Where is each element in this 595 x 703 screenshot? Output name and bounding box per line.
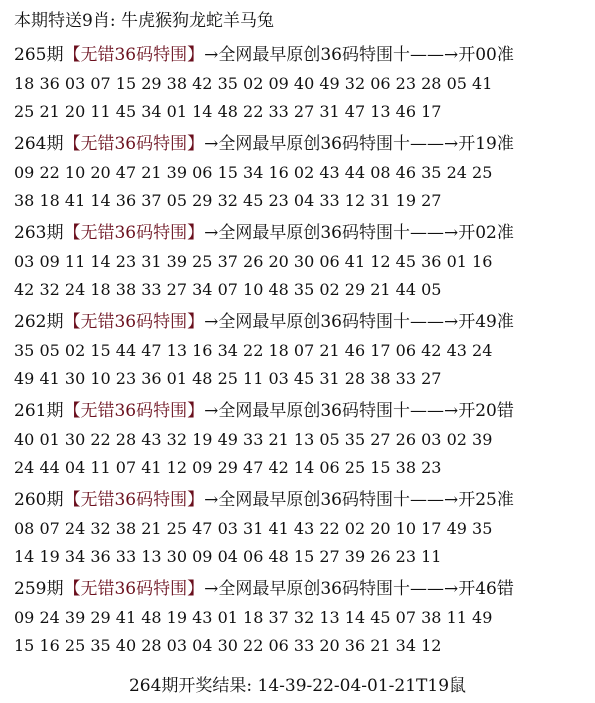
- period-id: 264期: [14, 134, 64, 154]
- number-row: 09 24 39 29 41 48 19 43 01 18 37 32 13 14 45 07 38 11 49: [14, 608, 493, 627]
- period-promo: →全网最早原创36码特围十——→: [204, 223, 459, 243]
- period-result: 开46错: [458, 579, 514, 599]
- period-label: 【无错36码特围】: [63, 312, 205, 332]
- period-result: 开19准: [458, 134, 514, 154]
- period-title: [14, 398, 589, 426]
- number-row: 03 09 11 14 23 31 39 25 37 26 20 30 06 41 12 45 36 01 16: [14, 252, 493, 271]
- period-block: [14, 131, 589, 215]
- period-label: 【无错36码特围】: [63, 579, 205, 599]
- period-id: 265期: [14, 45, 64, 65]
- period-id: 263期: [14, 223, 64, 243]
- period-id: 259期: [14, 579, 64, 599]
- draw-result-footer: 264期开奖结果: 14-39-22-04-01-21T19鼠: [128, 676, 467, 696]
- number-row: 40 01 30 22 28 43 32 19 49 33 21 13 05 35 27 26 03 02 39: [14, 430, 493, 449]
- header-zodiac-line: 本期特送9肖: 牛虎猴狗龙蛇羊马兔: [14, 11, 274, 31]
- period-block: [14, 220, 589, 304]
- number-row: 14 19 34 36 33 13 30 09 04 06 48 15 27 39 26 23 11: [14, 547, 442, 566]
- period-promo: →全网最早原创36码特围十——→: [204, 312, 459, 332]
- number-row: 18 36 03 07 15 29 38 42 35 02 09 40 49 32 06 23 28 05 41: [14, 74, 493, 93]
- number-row: 24 44 04 11 07 41 12 09 29 47 42 14 06 25 15 38 23: [14, 458, 442, 477]
- period-result: 开20错: [458, 401, 514, 421]
- period-promo: →全网最早原创36码特围十——→: [204, 134, 459, 154]
- period-result: 开25准: [458, 490, 514, 510]
- number-row: 15 16 25 35 40 28 03 04 30 22 06 33 20 36 21 34 12: [14, 636, 442, 655]
- period-id: 260期: [14, 490, 64, 510]
- number-row: 35 05 02 15 44 47 13 16 34 22 18 07 21 46 17 06 42 43 24: [14, 341, 493, 360]
- number-row: 25 21 20 11 45 34 01 14 48 22 33 27 31 47 13 46 17: [14, 102, 442, 121]
- period-label: 【无错36码特围】: [63, 134, 205, 154]
- period-result: 开00准: [458, 45, 514, 65]
- period-block: [14, 576, 589, 660]
- number-row: 38 18 41 14 36 37 05 29 32 45 23 04 33 12 31 19 27: [14, 191, 442, 210]
- number-row: 42 32 24 18 38 33 27 34 07 10 48 35 02 29 21 44 05: [14, 280, 442, 299]
- period-block: [14, 398, 589, 482]
- period-promo: →全网最早原创36码特围十——→: [204, 579, 459, 599]
- period-block: [14, 42, 589, 126]
- period-label: 【无错36码特围】: [63, 490, 205, 510]
- period-block: [14, 309, 589, 393]
- period-title: [14, 42, 589, 70]
- period-id: 262期: [14, 312, 64, 332]
- period-result: 开49准: [458, 312, 514, 332]
- period-promo: →全网最早原创36码特围十——→: [204, 45, 459, 65]
- period-label: 【无错36码特围】: [63, 45, 205, 65]
- number-row: 09 22 10 20 47 21 39 06 15 34 16 02 43 44 08 46 35 24 25: [14, 163, 493, 182]
- period-promo: →全网最早原创36码特围十——→: [204, 401, 459, 421]
- period-label: 【无错36码特围】: [63, 401, 205, 421]
- period-title: [14, 487, 589, 515]
- period-result: 开02准: [458, 223, 514, 243]
- period-promo: →全网最早原创36码特围十——→: [204, 490, 459, 510]
- period-id: 261期: [14, 401, 64, 421]
- period-label: 【无错36码特围】: [63, 223, 205, 243]
- number-row: 49 41 30 10 23 36 01 48 25 11 03 45 31 28 38 33 27: [14, 369, 442, 388]
- period-title: [14, 309, 589, 337]
- period-title: [14, 131, 589, 159]
- period-title: [14, 220, 589, 248]
- period-title: [14, 576, 589, 604]
- number-row: 08 07 24 32 38 21 25 47 03 31 41 43 22 02 20 10 17 49 35: [14, 519, 493, 538]
- period-block: [14, 487, 589, 571]
